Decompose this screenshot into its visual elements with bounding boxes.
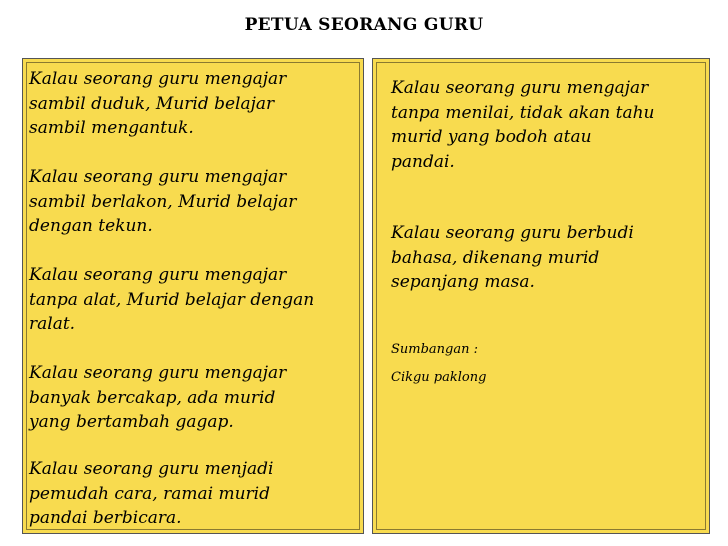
right-paragraph-2: Kalau seorang guru berbudi bahasa, dikenang murid sepanjang masa. — [391, 223, 634, 292]
contribution-label: Sumbangan : — [391, 342, 479, 357]
left-paragraph-2: Kalau seorang guru mengajar sambil berlakon, Murid belajar dengan tekun. — [29, 167, 297, 236]
left-paragraph-1: Kalau seorang guru mengajar sambil duduk, Murid belajar sambil mengantuk. — [29, 69, 287, 138]
left-paragraph-5: Kalau seorang guru menjadi pemudah cara, ramai murid pandai berbicara. — [29, 459, 274, 528]
left-text-panel — [22, 58, 364, 534]
contributor-name: Cikgu paklong — [391, 370, 487, 385]
right-text-panel — [372, 58, 710, 534]
left-paragraph-3: Kalau seorang guru mengajar tanpa alat, Murid belajar dengan ralat. — [29, 265, 315, 334]
page-title: PETUA SEORANG GURU — [244, 15, 484, 35]
right-paragraph-1: Kalau seorang guru mengajar tanpa menilai, tidak akan tahu murid yang bodoh atau pandai. — [391, 78, 655, 172]
left-paragraph-4: Kalau seorang guru mengajar banyak bercakap, ada murid yang bertambah gagap. — [29, 363, 287, 432]
